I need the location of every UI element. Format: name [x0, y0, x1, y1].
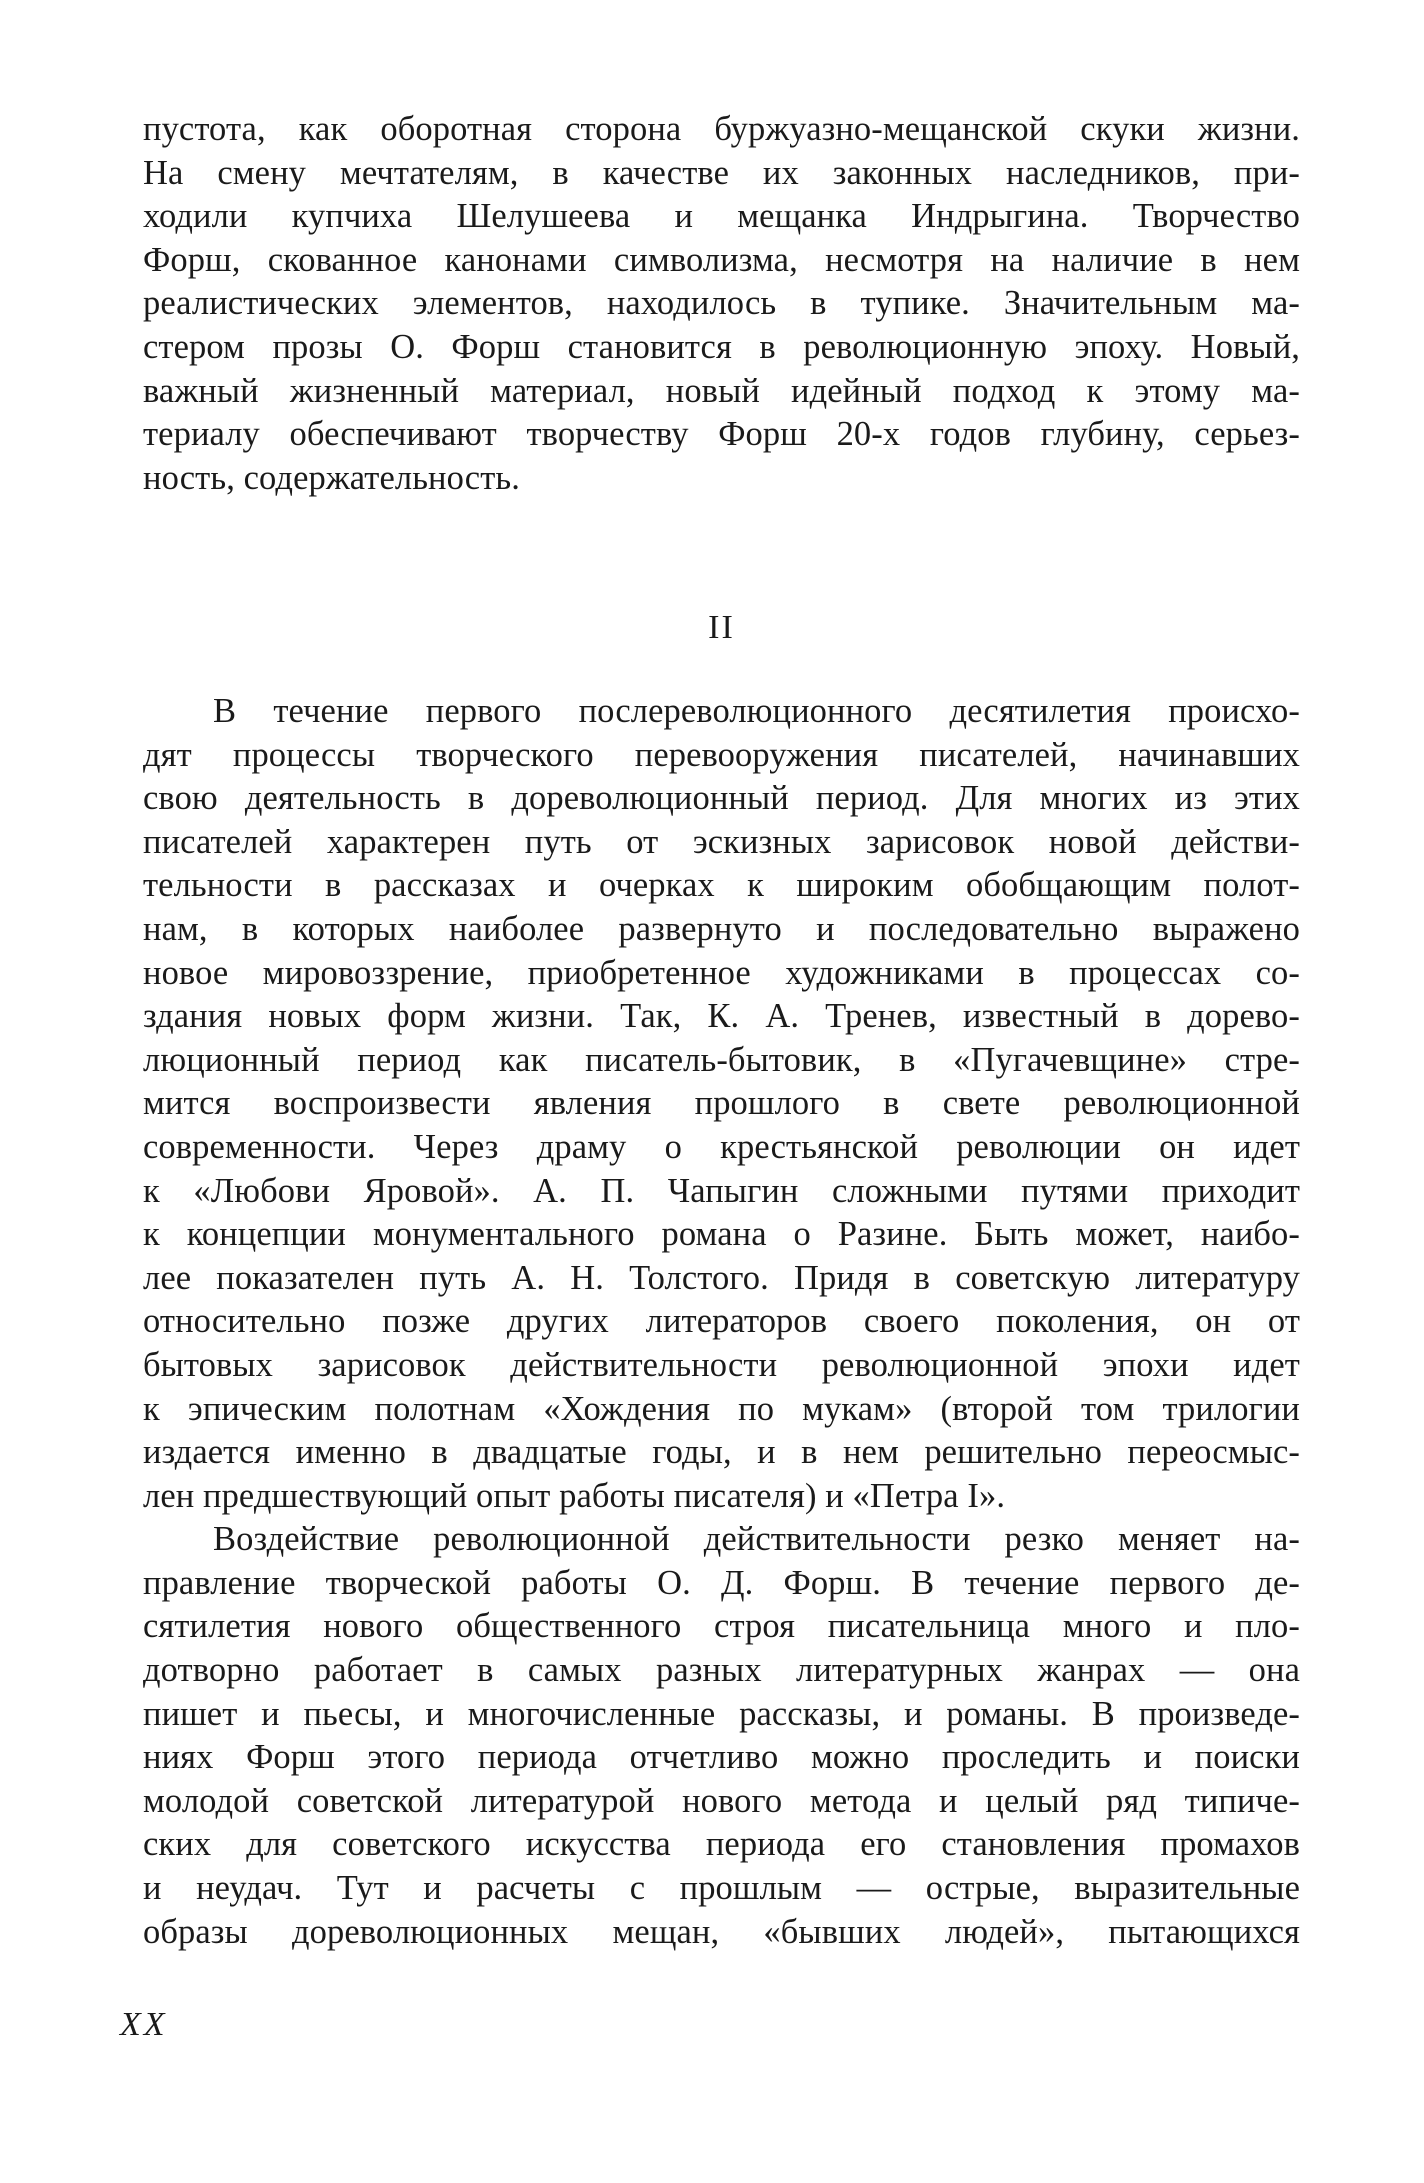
paragraph: [143, 690, 1300, 1518]
text-line: писателей характерен путь от эскизных зарисовок новой действи-: [143, 822, 1300, 861]
text-line: дят процессы творческого перевооружения писателей, начинавших: [143, 735, 1300, 774]
text-line: ходили купчиха Шелушеева и мещанка Индрыгина. Творчество: [143, 197, 1300, 236]
text-line: териалу обеспечивают творчеству Форш 20-х годов глубину, серьез-: [143, 415, 1300, 454]
text-line: и неудач. Тут и расчеты с прошлым — острые, выразительные: [143, 1869, 1300, 1908]
text-line: лее показателен путь А. Н. Толстого. Придя в советскую литературу: [143, 1258, 1300, 1297]
text-line: В течение первого послереволюционного десятилетия происхо-: [213, 692, 1300, 730]
text-line: Воздействие революционной действительности резко меняет на-: [213, 1520, 1300, 1559]
text-line: тельности в рассказах и очерках к широким обобщающим полот-: [143, 866, 1300, 905]
text-line: важный жизненный материал, новый идейный подход к этому ма-: [143, 371, 1300, 410]
text-line: Форш, скованное канонами символизма, несмотря на наличие в нем: [143, 240, 1300, 279]
text-line: ниях Форш этого периода отчетливо можно проследить и поиски: [143, 1738, 1300, 1777]
text-line: молодой советской литературой нового метода и целый ряд типиче-: [143, 1781, 1300, 1820]
text-line: сятилетия нового общественного строя писательница много и пло-: [143, 1607, 1300, 1646]
text-line: реалистических элементов, находилось в тупике. Значительным ма-: [143, 284, 1300, 323]
page-number: XX: [120, 2006, 168, 2043]
text-line: издается именно в двадцатые годы, и в нем решительно переосмыс-: [143, 1433, 1300, 1472]
section-heading: II: [708, 609, 735, 646]
section-body: [143, 690, 1300, 1954]
text-line: образы дореволюционных мещан, «бывших людей», пытающихся: [143, 1912, 1300, 1951]
text-line: нам, в которых наиболее развернуто и последовательно выражено: [143, 909, 1300, 948]
text-line: бытовых зарисовок действительности революционной эпохи идет: [143, 1345, 1300, 1384]
text-line: относительно позже других литераторов своего поколения, он от: [143, 1302, 1300, 1341]
text-line: свою деятельность в дореволюционный период. Для многих из этих: [143, 779, 1300, 818]
paragraph-continued: [143, 108, 1300, 500]
text-line: ских для советского искусства периода его становления промахов: [143, 1825, 1300, 1864]
text-line: к концепции монументального романа о Разине. Быть может, наибо-: [143, 1215, 1300, 1254]
text-line: к эпическим полотнам «Хождения по мукам» (второй том трилогии: [143, 1389, 1300, 1428]
text-line: здания новых форм жизни. Так, К. А. Тренев, известный в дорево-: [143, 997, 1300, 1036]
text-line: ность, содержательность.: [143, 458, 520, 497]
text-line: мится воспроизвести явления прошлого в свете революционной: [143, 1084, 1300, 1123]
text-line: На смену мечтателям, в качестве их законных наследников, при-: [143, 153, 1300, 192]
text-line: пустота, как оборотная сторона буржуазно-мещанской скуки жизни.: [143, 110, 1300, 148]
text-line: современности. Через драму о крестьянской революции он идет: [143, 1127, 1300, 1166]
text-line: лен предшествующий опыт работы писателя) и «Петра I».: [143, 1476, 1006, 1515]
paragraph: [143, 1518, 1300, 1954]
text-line: правление творческой работы О. Д. Форш. В течение первого де-: [143, 1563, 1300, 1602]
text-line: пишет и пьесы, и многочисленные рассказы, и романы. В произведе-: [143, 1694, 1300, 1733]
text-line: люционный период как писатель-бытовик, в «Пугачевщине» стре-: [143, 1040, 1300, 1079]
text-line: новое мировоззрение, приобретенное художниками в процессах со-: [143, 953, 1300, 992]
text-line: стером прозы О. Форш становится в революционную эпоху. Новый,: [143, 327, 1300, 366]
text-line: к «Любови Яровой». А. П. Чапыгин сложными путями приходит: [143, 1171, 1300, 1210]
text-line: дотворно работает в самых разных литературных жанрах — она: [143, 1651, 1300, 1690]
